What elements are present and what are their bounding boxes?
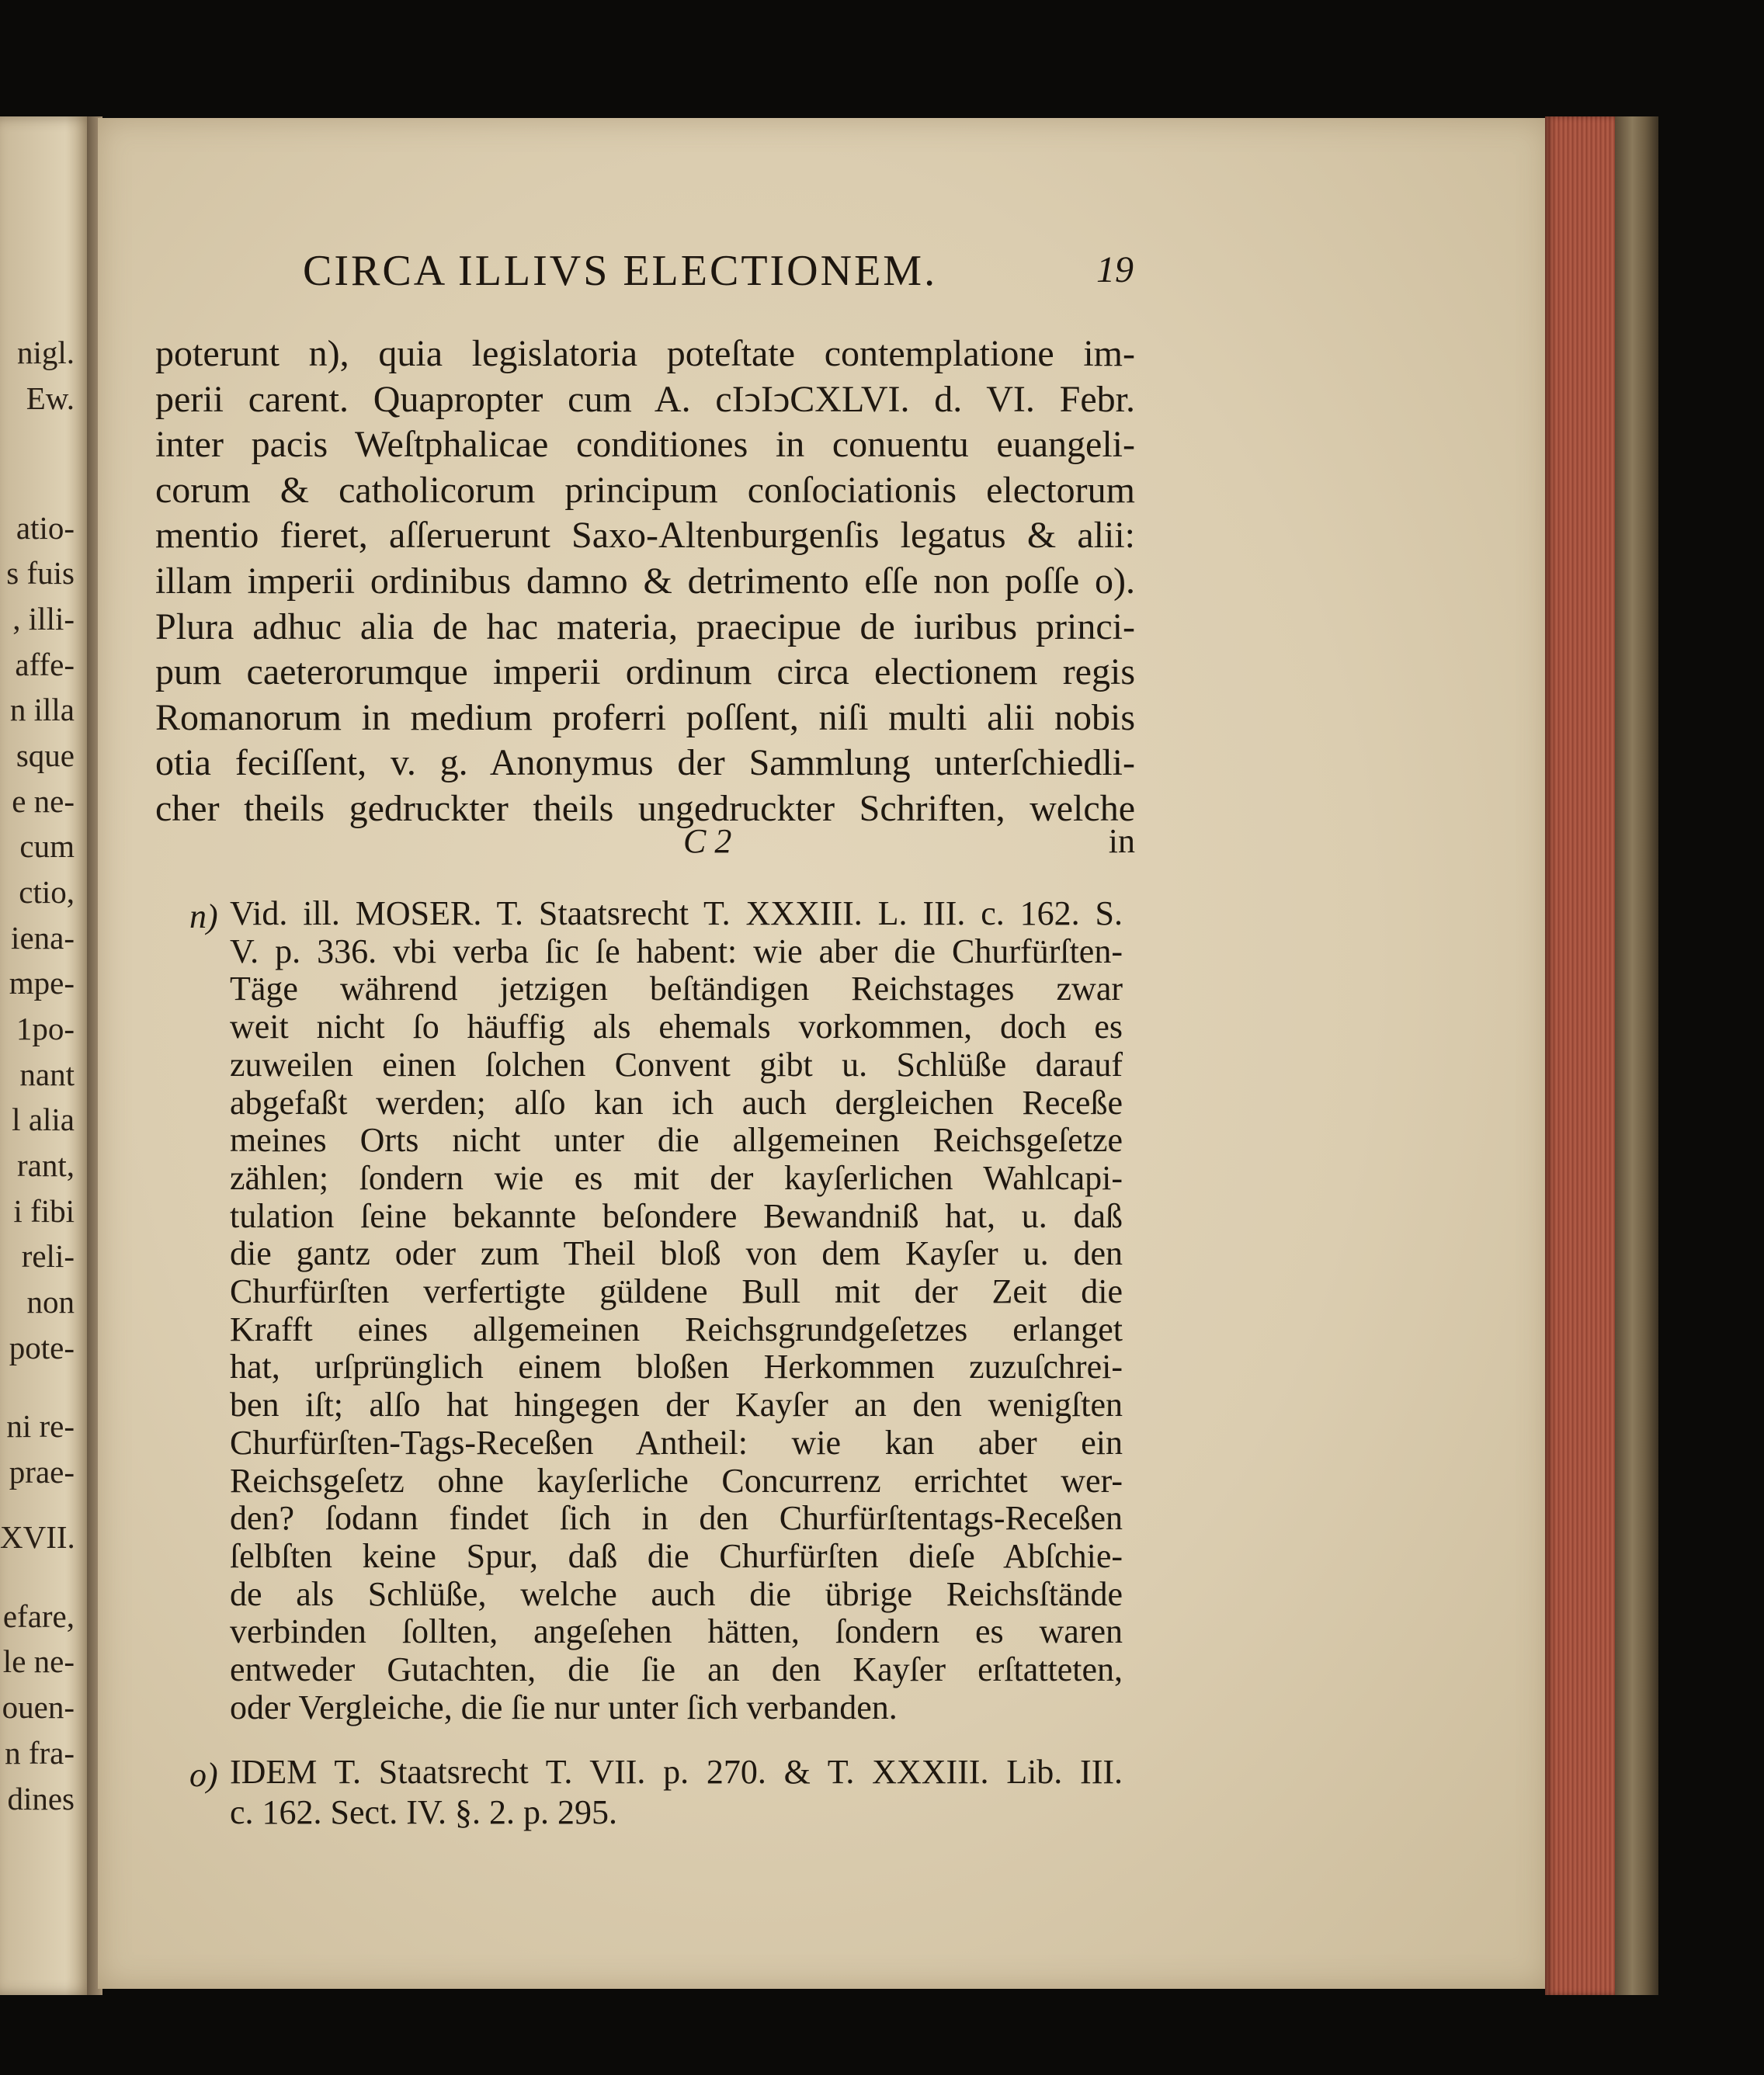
left-page-fragment: s fuis	[6, 555, 75, 591]
body-line: otia feciſſent, v. g. Anonymus der Sammlung unterſchiedli-	[155, 742, 1135, 784]
body-line: mentio fieret, aſſeruerunt Saxo-Altenburgenſis legatus & alii:	[155, 515, 1135, 557]
footnote-line: Reichsgeſetz ohne kayſerliche Concurrenz errichtet wer-	[230, 1461, 1123, 1500]
footnote-line: ben iſt; alſo hat hingegen der Kayſer an den wenigſten	[230, 1386, 1123, 1424]
footnote-line: hat, urſprünglich einem bloßen Herkommen zuzuſchrei-	[230, 1348, 1123, 1386]
left-page-fragment: n fra-	[5, 1735, 75, 1771]
signature-mark: C 2	[683, 822, 732, 860]
page-number: 19	[1096, 249, 1134, 290]
left-page-fragment: sque	[16, 737, 75, 773]
footnote-line: entweder Gutachten, die ſie an den Kayſer erſtatteten,	[230, 1650, 1123, 1688]
left-page-fragment: i fibi	[13, 1193, 75, 1229]
left-page-fragment: non	[26, 1284, 75, 1320]
footnote-line: Churfürſten-Tags-Receßen Antheil: wie kan aber ein	[230, 1423, 1123, 1462]
left-page-fragment: prae-	[9, 1454, 75, 1490]
footnote-marker-n: n)	[189, 897, 218, 935]
left-page-fragment: l alia	[12, 1102, 75, 1137]
left-page-fragment: reli-	[21, 1238, 75, 1274]
left-page	[0, 116, 93, 1995]
body-line: cher theils gedruckter theils ungedruckter Schriften, welche	[155, 788, 1135, 829]
footnote-line: de als Schlüße, welche auch die übrige Reichsſtände	[230, 1574, 1123, 1613]
left-page-fragment: efare,	[2, 1598, 75, 1634]
footnote-line: zuweilen einen ſolchen Convent gibt u. Schlüße darauf	[230, 1045, 1123, 1084]
left-page-fragment: Ew.	[26, 380, 75, 416]
left-page-fragment: atio-	[16, 510, 75, 546]
left-page-fragment: ouen-	[2, 1689, 75, 1725]
left-page-fragment: XVII.	[0, 1519, 75, 1555]
footnote-line: tulation ſeine bekannte beſondere Bewandniß hat, u. daß	[230, 1196, 1123, 1235]
left-page-fragment: ni re-	[6, 1408, 75, 1444]
left-page-fragment: 1po-	[16, 1011, 75, 1046]
footnote-line: Churfürſten verfertigte güldene Bull mit der Zeit die	[230, 1272, 1123, 1310]
left-page-fragment: mpe-	[9, 965, 75, 1001]
footnote-line: oder Vergleiche, die ſie nur unter ſich verbanden.	[230, 1688, 898, 1726]
footnote-line: V. p. 336. vbi verba ſic ſe habent: wie aber die Churfürſten-	[230, 932, 1123, 970]
book-cover-edge	[1615, 116, 1658, 1995]
left-page-fragment: n illa	[9, 692, 75, 727]
page-edges	[1545, 116, 1619, 1995]
left-page-fragment: nigl.	[16, 335, 75, 370]
footnote-line: den? ſodann findet ſich in den Churfürſtentags-Receßen	[230, 1499, 1123, 1538]
footnote-line: c. 162. Sect. IV. §. 2. p. 295.	[230, 1793, 618, 1831]
left-page-fragment: affe-	[15, 647, 75, 682]
footnote-line: verbinden ſollten, angeſehen hätten, ſondern es waren	[230, 1612, 1123, 1651]
left-page-fragment: e ne-	[12, 783, 75, 819]
body-line: corum & catholicorum principum conſociationis electorum	[155, 469, 1135, 511]
left-page-fragment: nant	[19, 1057, 75, 1092]
footnote-line: die gantz oder zum Theil bloß von dem Kayſer u. den	[230, 1234, 1123, 1273]
catchline	[155, 821, 1135, 865]
left-page-fragment: iena-	[11, 920, 75, 956]
body-line: perii carent. Quapropter cum A. cIↄIↄCXLVI. d. VI. Febr.	[155, 378, 1135, 420]
body-line: Plura adhuc alia de hac materia, praecipue de iuribus princi-	[155, 605, 1135, 647]
left-page-fragment: dines	[7, 1781, 75, 1816]
left-page-fragment: le ne-	[2, 1643, 75, 1679]
left-page-fragment: pote-	[9, 1330, 75, 1365]
running-header: CIRCA ILLIVS ELECTIONEM.	[303, 247, 938, 295]
left-page-fragment: , illi-	[12, 601, 75, 637]
catchword: in	[1108, 822, 1135, 860]
footnote-line: Krafft eines allgemeinen Reichsgrundgeſetzes erlanget	[230, 1310, 1123, 1348]
footnote-line: zählen; ſondern wie es mit der kayſerlichen Wahlcapi-	[230, 1158, 1123, 1197]
footnote-line: abgefaßt werden; alſo kan ich auch dergleichen Receße	[230, 1083, 1123, 1122]
body-line: illam imperii ordinibus damno & detrimento eſſe non poſſe o).	[155, 560, 1135, 602]
body-line: poterunt n), quia legislatoria poteſtate contemplatione im-	[155, 333, 1135, 374]
body-line: Romanorum in medium proferri poſſent, niſi multi alii nobis	[155, 696, 1135, 738]
footnote-line: Täge während jetzigen beſtändigen Reichstages zwar	[230, 970, 1123, 1008]
left-page-fragment: cum	[19, 828, 75, 864]
footnote-marker-o: o)	[189, 1756, 218, 1794]
footnote-line: IDEM T. Staatsrecht T. VII. p. 270. & T. XXXIII. Lib. III.	[230, 1753, 1123, 1791]
footnote-line: weit nicht ſo häuffig als ehemals vorkommen, doch es	[230, 1008, 1123, 1046]
body-line: inter pacis Weſtphalicae conditiones in conuentu euangeli-	[155, 424, 1135, 466]
left-page-fragment: rant,	[17, 1147, 75, 1183]
footnote-line: Vid. ill. MOSER. T. Staatsrecht T. XXXIII. L. III. c. 162. S.	[230, 894, 1123, 932]
footnote-line: meines Orts nicht unter die allgemeinen Reichsgeſetze	[230, 1121, 1123, 1160]
left-page-fragment: ctio,	[19, 874, 75, 910]
footnote-line: ſelbſten keine Spur, daß die Churfürſten dieſe Abſchie-	[230, 1536, 1123, 1575]
body-line: pum caeterorumque imperii ordinum circa electionem regis	[155, 651, 1135, 693]
